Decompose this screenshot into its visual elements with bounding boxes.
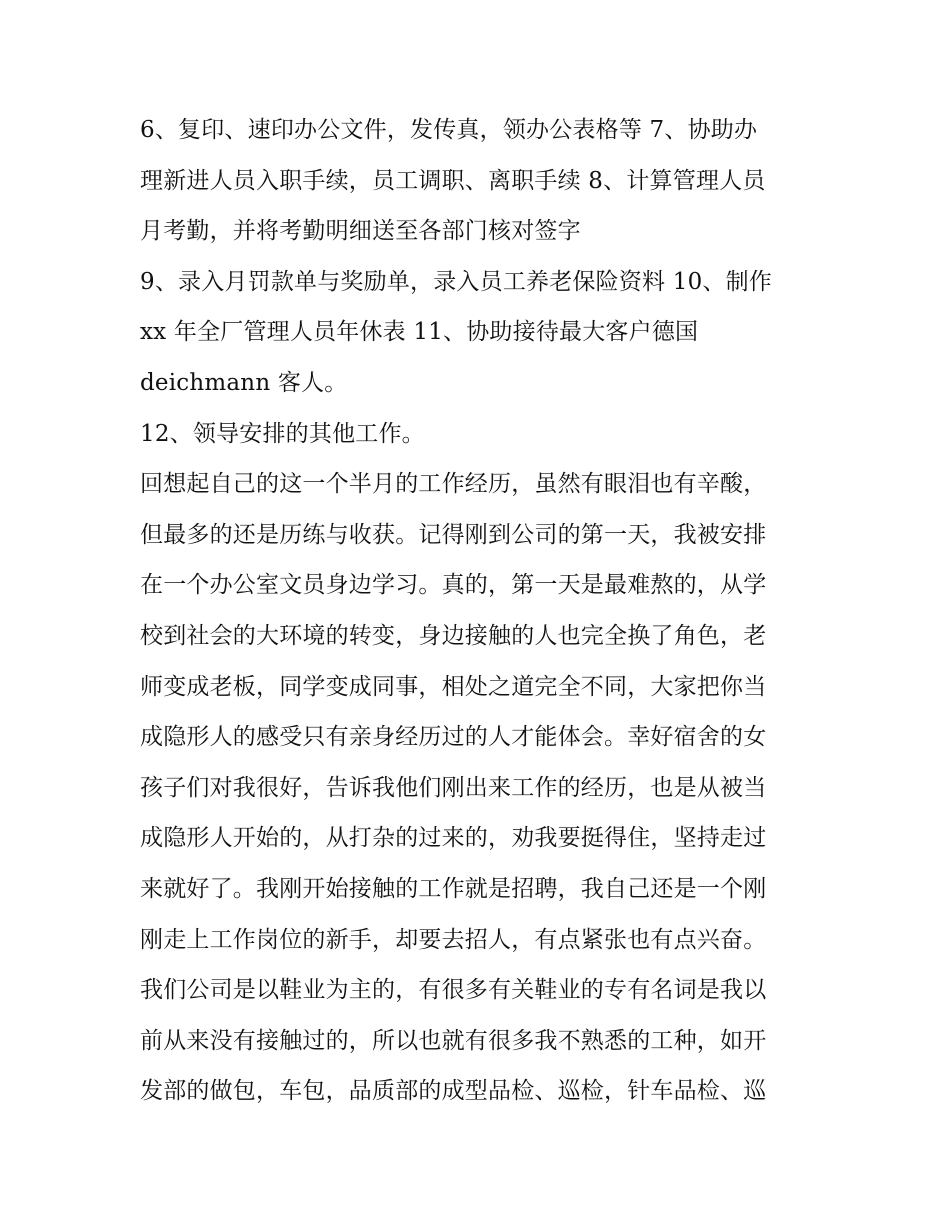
text-line-18: 我们公司是以鞋业为主的，有很多有关鞋业的专有名词是我以 (140, 977, 767, 1004)
text-line-4: 9、录入月罚款单与奖励单，录入员工养老保险资料 10、制作 (140, 268, 773, 295)
text-line-9: 但最多的还是历练与收获。记得刚到公司的第一天，我被安排 (140, 521, 767, 548)
text-line-2: 理新进人员入职手续，员工调职、离职手续 8、计算管理人员 (140, 167, 766, 194)
document-body-text (140, 105, 820, 1117)
text-line-8: 回想起自己的这一个半月的工作经历，虽然有眼泪也有辛酸， (140, 471, 767, 498)
text-line-14: 孩子们对我很好，告诉我他们刚出来工作的经历，也是从被当 (140, 774, 767, 801)
text-line-16: 来就好了。我刚开始接触的工作就是招聘，我自己还是一个刚 (140, 875, 767, 902)
text-line-17: 刚走上工作岗位的新手，却要去招人，有点紧张也有点兴奋。 (140, 926, 767, 953)
text-line-5: xx 年全厂管理人员年休表 11、协助接待最大客户德国 (140, 319, 699, 346)
text-line-1: 6、复印、速印办公文件，发传真，领办公表格等 7、协助办 (140, 117, 758, 143)
text-line-3: 月考勤，并将考勤明细送至各部门核对签字 (140, 218, 581, 245)
text-line-19: 前从来没有接触过的，所以也就有很多我不熟悉的工种，如开 (140, 1027, 767, 1054)
text-line-7: 12、领导安排的其他工作。 (140, 420, 425, 447)
text-line-15: 成隐形人开始的，从打杂的过来的，劝我要挺得住，坚持走过 (140, 825, 767, 852)
text-line-20: 发部的做包，车包，品质部的成型品检、巡检，针车品检、巡 (140, 1078, 767, 1105)
text-line-11: 校到社会的大环境的转变，身边接触的人也完全换了角色，老 (140, 622, 767, 649)
text-line-13: 成隐形人的感受只有亲身经历过的人才能体会。幸好宿舍的女 (140, 724, 767, 751)
text-line-10: 在一个办公室文员身边学习。真的，第一天是最难熬的，从学 (140, 572, 767, 599)
text-line-6: deichmann 客人。 (140, 369, 348, 396)
text-line-12: 师变成老板，同学变成同事，相处之道完全不同，大家把你当 (140, 673, 767, 700)
